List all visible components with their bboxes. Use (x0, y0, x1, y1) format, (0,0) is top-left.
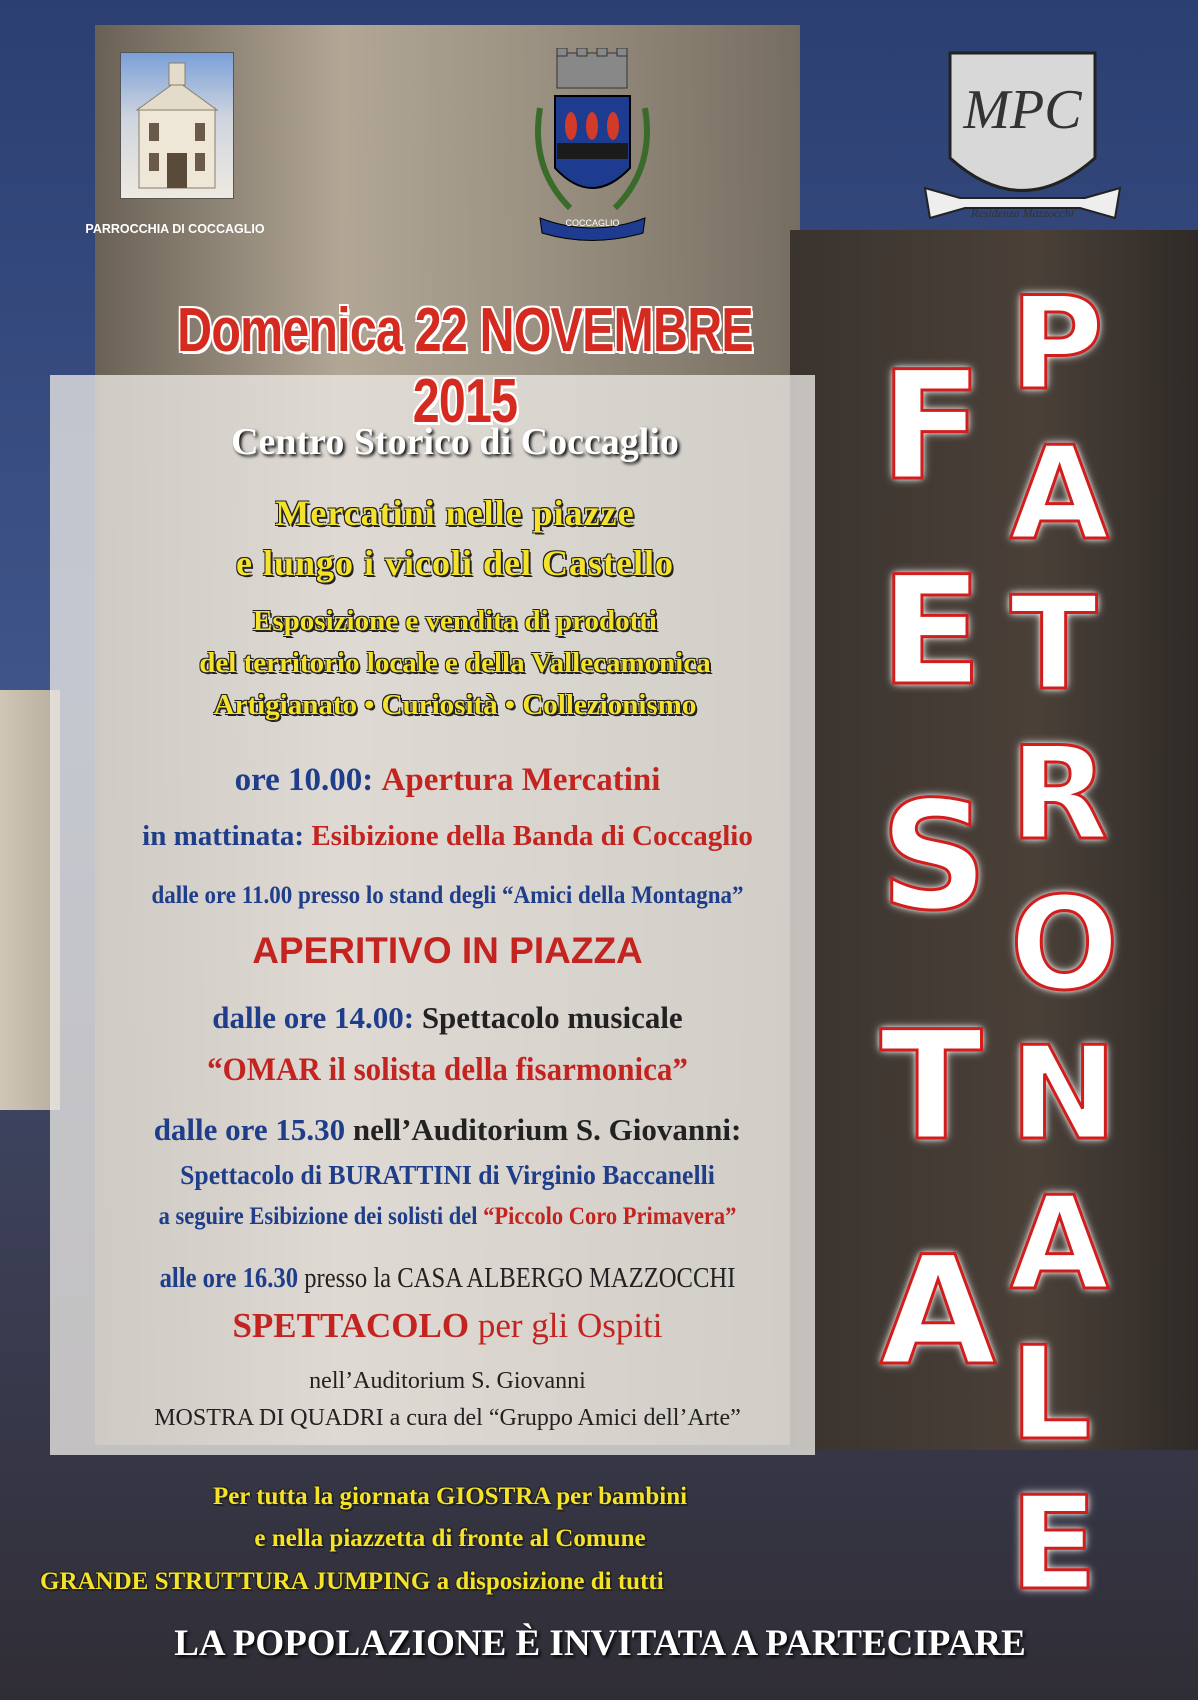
side-letter-t: T (880, 1000, 983, 1174)
bottom-line-2: e nella piazzetta di fronte al Comune (254, 1525, 646, 1552)
exhibition-line-2: del territorio locale e della Vallecamonica (199, 647, 711, 679)
side-letter-t: T (1010, 570, 1098, 719)
side-letter-r: R (1010, 720, 1109, 869)
program-item-11: SPETTACOLO per gli Ospiti (232, 1306, 663, 1345)
parish-name: PARROCCHIA DI COCCAGLIO (85, 222, 265, 236)
crest-label: COCCAGLIO (565, 218, 620, 228)
event-location: Centro Storico di Coccaglio (231, 421, 679, 463)
program-item-6: “OMAR il solista della fisarmonica” (207, 1052, 688, 1088)
residence-label: Residenza Mazzocchi (971, 206, 1074, 220)
event-date: Domenica 22 NOVEMBRE 2015 (177, 296, 753, 436)
residence-monogram: MPC (963, 79, 1082, 141)
program-item-5: dalle ore 14.00: Spettacolo musicale (212, 1000, 683, 1035)
program-item-13: MOSTRA DI QUADRI a cura del “Gruppo Amici dell’Arte” (154, 1405, 741, 1431)
side-letter-s: S (880, 770, 989, 944)
side-letter-a: A (880, 1225, 997, 1399)
exhibition-line-1: Esposizione e vendita di prodotti (253, 605, 657, 637)
program-item-1: ore 10.00: Apertura Mercatini (234, 762, 661, 798)
church-logo (120, 52, 234, 199)
side-letter-e: E (1010, 1470, 1098, 1619)
side-letter-o: O (1010, 870, 1119, 1019)
program-item-3: dalle ore 11.00 presso lo stand degli “Amici della Montagna” (151, 882, 744, 909)
program-item-8: Spettacolo di BURATTINI di Virginio Baccanelli (180, 1160, 715, 1190)
program-item-10: alle ore 16.30 presso la CASA ALBERGO MAZZOCCHI (159, 1263, 736, 1294)
program-item-4: APERITIVO IN PIAZZA (252, 930, 643, 971)
program-item-9: a seguire Esibizione dei solisti del “Piccolo Coro Primavera” (158, 1203, 737, 1230)
bottom-line-1: Per tutta la giornata GIOSTRA per bambini (212, 1483, 688, 1510)
markets-line-2: e lungo i vicoli del Castello (236, 543, 674, 583)
side-letter-a: A (1010, 1170, 1110, 1319)
invitation-text: LA POPOLAZIONE È INVITATA A PARTECIPARE (174, 1623, 1026, 1664)
side-letter-n: N (1010, 1020, 1118, 1169)
program-item-2: in mattinata: Esibizione della Banda di Coccaglio (142, 820, 753, 852)
side-letter-a: A (1010, 420, 1110, 569)
exhibition-line-3: Artigianato • Curiosità • Collezionismo (213, 689, 697, 721)
side-letter-f: F (880, 340, 983, 514)
side-letter-e: E (880, 545, 983, 719)
program-item-7: dalle ore 15.30 nell’Auditorium S. Giovanni: (153, 1112, 742, 1147)
side-letter-l: L (1010, 1320, 1092, 1469)
side-letter-p: P (1010, 270, 1104, 419)
bottom-line-3: GRANDE STRUTTURA JUMPING a disposizione di tutti (40, 1568, 664, 1595)
exhibition-block (60, 600, 850, 726)
markets-line-1: Mercatini nelle piazze (275, 493, 635, 533)
program-item-12: nell’Auditorium S. Giovanni (309, 1368, 586, 1394)
town-crest (525, 48, 660, 243)
